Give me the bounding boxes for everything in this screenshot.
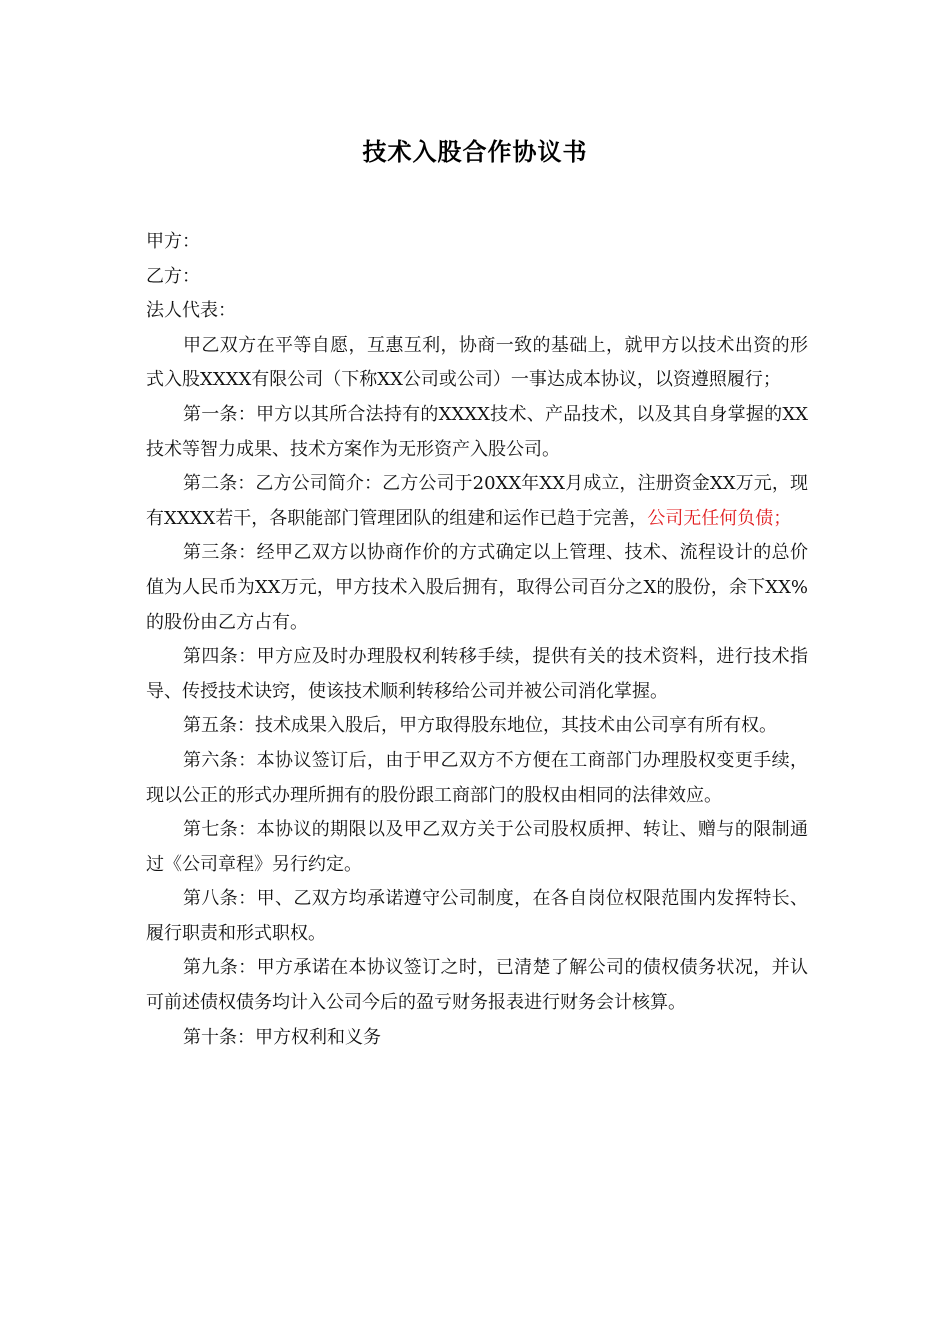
document-title: 技术入股合作协议书: [362, 138, 588, 166]
article-2-text: 第二条：乙方公司简介：乙方公司于20XX年XX月成立，注册资金XX万元，现有XXXX若干，各职能部门管理团队的组建和运作已趋于完善，: [146, 473, 808, 529]
article-5: 第五条：技术成果入股后，甲方取得股东地位，其技术由公司享有所有权。: [183, 715, 777, 737]
article-2: [146, 467, 808, 536]
article-9: 第九条：甲方承诺在本协议签订之时，已清楚了解公司的债权债务状况，并认可前述债权债务均计入公司今后的盈亏财务报表进行财务会计核算。: [146, 957, 808, 1014]
document-body: [146, 225, 808, 1055]
article-8: 第八条：甲、乙双方均承诺遵守公司制度，在各自岗位权限范围内发挥特长、履行职责和形式职权。: [146, 888, 808, 944]
article-7: 第七条：本协议的期限以及甲乙双方关于公司股权质押、转让、赠与的限制通过《公司章程》另行约定。: [146, 819, 808, 875]
intro-paragraph: 甲乙双方在平等自愿，互惠互利，协商一致的基础上，就甲方以技术出资的形式入股XXXX有限公司（下称XX公司或公司）一事达成本协议，以资遵照履行；: [146, 334, 808, 391]
article-2-highlight: 公司无任何负债；: [647, 507, 792, 529]
article-6: 第六条：本协议签订后，由于甲乙双方不方便在工商部门办理股权变更手续，现以公正的形式办理所拥有的股份跟工商部门的股权由相同的法律效应。: [146, 749, 808, 806]
article-4: 第四条：甲方应及时办理股权利转移手续，提供有关的技术资料，进行技术指导、传授技术诀窍，使该技术顺利转移给公司并被公司消化掌握。: [146, 646, 808, 702]
article-10: 第十条：甲方权利和义务: [183, 1026, 381, 1048]
article-3: 第三条：经甲乙双方以协商作价的方式确定以上管理、技术、流程设计的总价值为人民币为XX万元，甲方技术入股后拥有，取得公司百分之X的股份，余下XX%的股份由乙方占有。: [146, 542, 808, 633]
party-a-line: 甲方：: [146, 231, 200, 252]
party-b-line: 乙方：: [146, 265, 200, 287]
article-1: 第一条：甲方以其所合法持有的XXXX技术、产品技术，以及其自身掌握的XX技术等智力成果、技术方案作为无形资产入股公司。: [146, 403, 808, 460]
legal-representative-line: 法人代表：: [146, 300, 236, 322]
